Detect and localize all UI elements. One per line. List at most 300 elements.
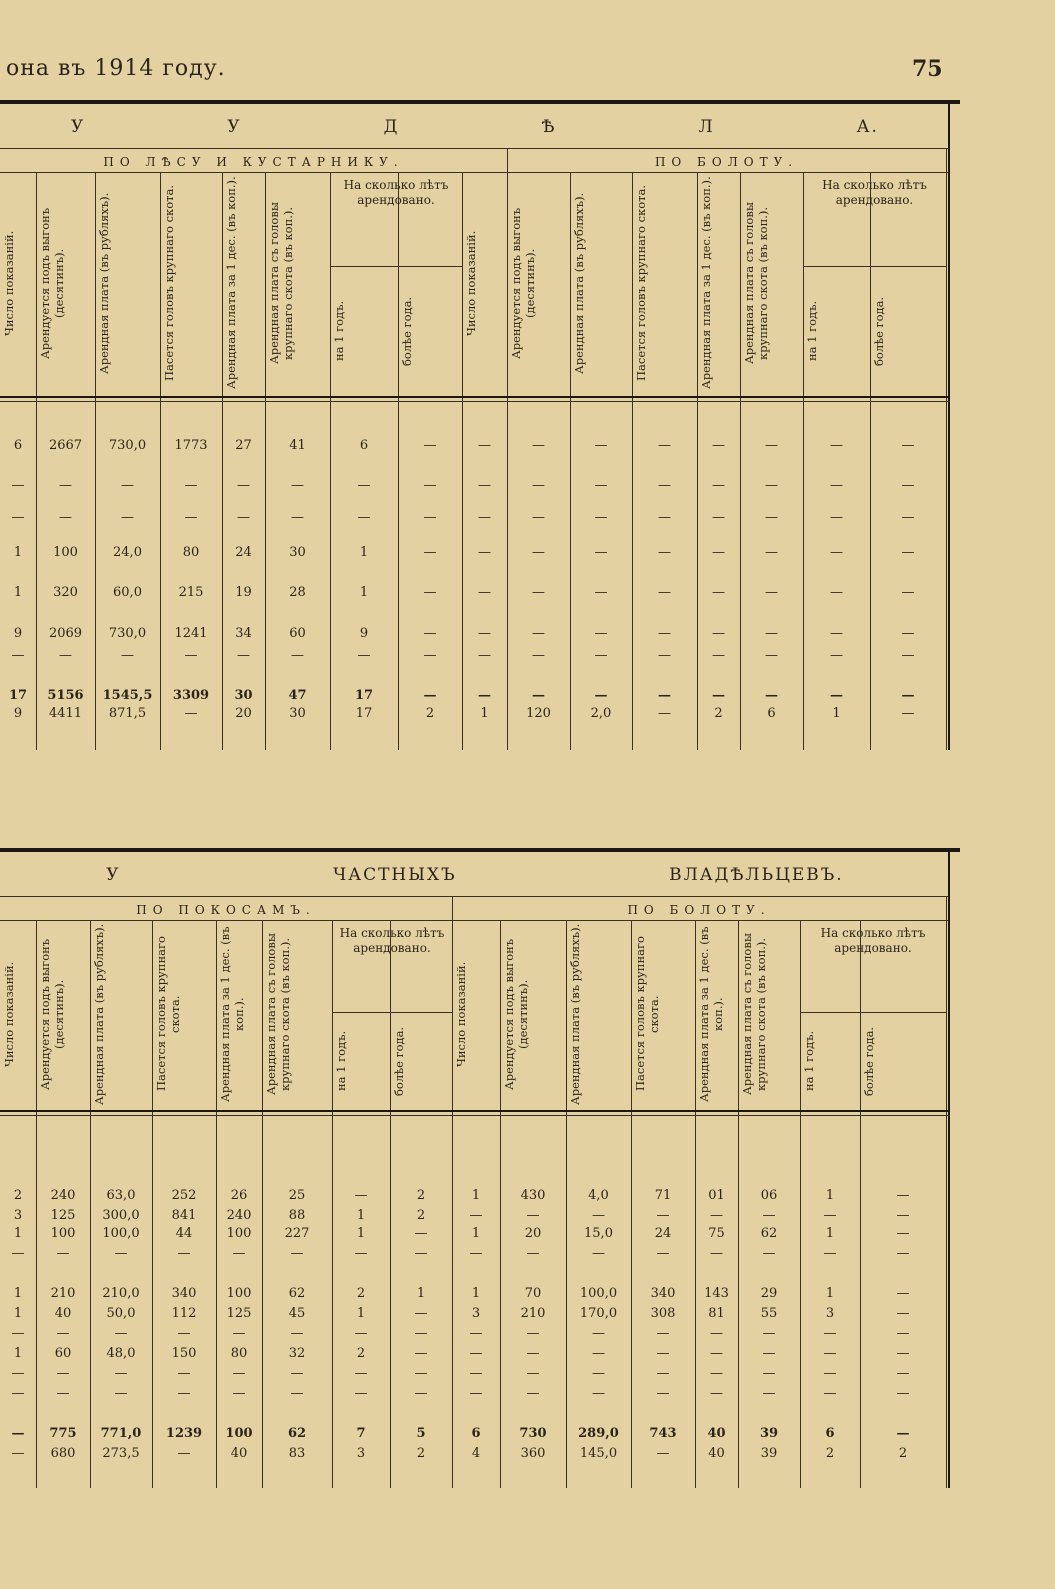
table-cell: — [896, 1286, 910, 1301]
table-cell: — [765, 585, 778, 600]
rule-line [0, 172, 950, 173]
table-cell: — [765, 626, 778, 641]
table-cell: 1239 [165, 1426, 203, 1441]
table-cell: — [526, 1326, 540, 1341]
table-cell: — [423, 688, 437, 703]
column-rule [398, 172, 399, 750]
table-cell: 1 [832, 706, 841, 721]
table-cell: — [762, 1208, 776, 1223]
table-cell: — [526, 1386, 540, 1401]
column-header: Пасется головъ крупнаго скота. [633, 936, 661, 1092]
table-cell: — [710, 1208, 723, 1223]
header-rule [0, 396, 950, 398]
table-cell: — [414, 1346, 428, 1361]
table-cell: 15,0 [584, 1226, 613, 1241]
column-header: Число показаній. [2, 961, 16, 1067]
table-cell: — [710, 1246, 723, 1261]
table-cell: 9 [13, 626, 23, 641]
table-cell: — [830, 478, 843, 493]
table-cell: — [712, 585, 725, 600]
table-cell: 1 [356, 1208, 366, 1223]
table-cell: — [712, 648, 725, 663]
table-cell: 143 [704, 1286, 729, 1301]
table-cell: — [291, 648, 304, 663]
column-rule [332, 920, 333, 1488]
table-cell: 5 [416, 1426, 426, 1441]
table-cell: — [658, 688, 671, 703]
column-rule [36, 920, 37, 1488]
column-rule [90, 920, 91, 1488]
table-cell: 2,0 [590, 706, 612, 721]
table-cell: — [56, 1326, 70, 1341]
column-header: Арендная плата (въ рубляхъ). [572, 192, 586, 374]
table-cell: — [592, 1386, 605, 1401]
table-cell: 32 [288, 1346, 306, 1361]
table-cell: — [290, 1366, 304, 1381]
table-cell: 1 [416, 1286, 426, 1301]
table-cell: 1 [825, 1188, 835, 1203]
title-letter: А. [856, 117, 879, 137]
table-cell: 6 [825, 1426, 835, 1441]
table-cell: — [592, 1366, 605, 1381]
table-cell: 3 [356, 1446, 366, 1461]
table-cell: — [830, 585, 843, 600]
table-cell: — [594, 688, 608, 703]
column-header: Число показаній. [454, 961, 468, 1067]
table-cell: — [901, 688, 915, 703]
column-header: на 1 годъ. [805, 300, 819, 362]
table-cell: — [532, 478, 545, 493]
group-right: ПО БОЛОТУ. [654, 155, 799, 169]
table-cell: 60 [54, 1346, 72, 1361]
table-cell: — [184, 706, 198, 721]
table-cell: 80 [182, 545, 200, 560]
table-cell: — [354, 1366, 368, 1381]
table-cell: 25 [288, 1188, 306, 1203]
table-cell: — [658, 438, 671, 453]
table-cell: 743 [649, 1426, 677, 1441]
table-cell: 2 [714, 706, 723, 721]
table-cell: — [177, 1446, 191, 1461]
top-rule [0, 848, 960, 852]
rule-line [332, 1012, 452, 1013]
title-letter: Л [698, 117, 715, 137]
table-cell: — [237, 478, 250, 493]
table-cell: — [11, 1426, 25, 1441]
table-cell: 17 [8, 688, 28, 703]
table-cell: — [830, 545, 843, 560]
table-cell: — [896, 1208, 910, 1223]
column-group-header: На сколько лѣтъ арендовано. [820, 926, 926, 955]
table-cell: — [656, 1208, 670, 1223]
rule-line [0, 896, 950, 897]
table-cell: 17 [354, 688, 374, 703]
table-cell: 430 [520, 1188, 546, 1203]
table-cell: 28 [289, 585, 306, 600]
table-cell: 210 [50, 1286, 76, 1301]
table-cell: — [59, 510, 72, 525]
table-cell: — [762, 1386, 776, 1401]
table-cell: — [656, 1446, 670, 1461]
table-cell: 1 [825, 1286, 835, 1301]
table-cell: — [423, 478, 437, 493]
table-cell: 2 [356, 1346, 366, 1361]
table-cell: 1 [480, 706, 489, 721]
table-cell: — [594, 626, 608, 641]
table-cell: 24,0 [113, 545, 142, 560]
table-cell: — [823, 1346, 837, 1361]
column-header: на 1 годъ. [802, 1030, 816, 1092]
table-cell: — [56, 1366, 70, 1381]
table-cell: 62 [288, 1286, 306, 1301]
table-cell: 44 [175, 1226, 193, 1241]
table-cell: — [469, 1326, 483, 1341]
table-cell: — [184, 478, 198, 493]
table-cell: — [469, 1366, 483, 1381]
table-cell: 88 [288, 1208, 306, 1223]
table-cell: — [414, 1326, 428, 1341]
table-cell: — [414, 1386, 428, 1401]
table-cell: — [762, 1346, 776, 1361]
table-cell: 1241 [174, 626, 208, 641]
column-rule [390, 920, 391, 1488]
table-cell: — [423, 626, 437, 641]
table-cell: 300,0 [102, 1208, 140, 1223]
column-rule [803, 172, 804, 750]
column-header: Пасется головъ крупнаго скота. [154, 936, 182, 1092]
column-group-header: На сколько лѣтъ арендовано. [822, 178, 927, 207]
table-cell: 240 [226, 1208, 252, 1223]
table-cell: 210 [520, 1306, 546, 1321]
table-cell: — [469, 1208, 483, 1223]
table-cell: — [478, 545, 491, 560]
column-rule [160, 172, 161, 750]
table-cell: 3 [825, 1306, 835, 1321]
table-cell: — [901, 438, 915, 453]
table-cell: 730,0 [108, 626, 147, 641]
table-cell: 20 [235, 706, 252, 721]
table-cell: — [594, 585, 608, 600]
table-cell: — [237, 510, 250, 525]
column-rule [330, 172, 331, 750]
title-letter: Д [383, 117, 400, 137]
table-cell: — [532, 510, 545, 525]
table-cell: — [354, 1386, 368, 1401]
table-cell: — [823, 1366, 837, 1381]
table-cell: — [823, 1208, 837, 1223]
table-cell: 2 [898, 1446, 908, 1461]
table-cell: — [592, 1208, 605, 1223]
column-group-header: На сколько лѣтъ арендовано. [343, 178, 449, 207]
table-cell: — [896, 1188, 910, 1203]
column-rule [695, 920, 696, 1488]
table-cell: 2 [416, 1188, 426, 1203]
table-cell: — [354, 1246, 368, 1261]
title-letter: У [106, 865, 121, 885]
table-cell: — [526, 1246, 540, 1261]
table-cell: — [830, 648, 843, 663]
running-title: она въ 1914 году. [6, 56, 226, 81]
table-cell: 227 [284, 1226, 310, 1241]
table-cell: — [656, 1326, 670, 1341]
table-cell: — [712, 626, 725, 641]
table-cell: 1 [13, 1346, 23, 1361]
table-cell: — [765, 688, 778, 703]
table-cell: — [357, 648, 371, 663]
table-cell: 1 [13, 585, 23, 600]
table-cell: 3 [471, 1306, 481, 1321]
table-cell: 24 [235, 545, 252, 560]
table-cell: — [114, 1246, 128, 1261]
table-cell: 4,0 [588, 1188, 609, 1203]
table-cell: 01 [708, 1188, 725, 1203]
table-cell: 55 [760, 1306, 778, 1321]
table-cell: — [114, 1386, 128, 1401]
table-cell: 83 [288, 1446, 306, 1461]
table-cell: — [594, 648, 608, 663]
table-cell: — [414, 1226, 428, 1241]
column-rule [36, 172, 37, 750]
table-cell: — [11, 648, 25, 663]
table-cell: — [901, 478, 915, 493]
table-cell: 730 [519, 1426, 547, 1441]
table-cell: — [710, 1346, 723, 1361]
table-cell: — [901, 585, 915, 600]
table-cell: — [232, 1326, 246, 1341]
column-header: Арендная плата за 1 дес. (въ коп.). [224, 176, 238, 390]
table-cell: — [656, 1246, 670, 1261]
table-cell: — [56, 1386, 70, 1401]
table-cell: — [901, 510, 915, 525]
table-cell: 210,0 [102, 1286, 140, 1301]
column-rule [216, 920, 217, 1488]
table-cell: — [762, 1246, 776, 1261]
table-cell: 289,0 [578, 1426, 619, 1441]
table-cell: 730,0 [108, 438, 147, 453]
table-cell: — [423, 585, 437, 600]
table-cell: 771,0 [100, 1426, 142, 1441]
column-rule [697, 172, 698, 750]
column-rule [738, 920, 739, 1488]
title-letter: У [227, 117, 242, 137]
column-header: Арендуется подъ выгонъ (десятинъ). [502, 938, 530, 1090]
table-cell: — [896, 1326, 910, 1341]
table-cell: — [114, 1366, 128, 1381]
table-cell: 40 [708, 1446, 725, 1461]
table-cell: 252 [171, 1188, 197, 1203]
table-cell: — [712, 510, 725, 525]
table-cell: — [59, 648, 72, 663]
table-cell: 9 [13, 706, 23, 721]
table-cell: 75 [708, 1226, 725, 1241]
rule-line [0, 401, 950, 402]
column-header: болѣе года. [862, 1026, 876, 1096]
table-cell: 62 [287, 1426, 307, 1441]
column-rule [570, 172, 571, 750]
table-cell: 5156 [47, 688, 84, 703]
table-cell: — [357, 510, 371, 525]
table-cell: — [830, 438, 843, 453]
table-cell: 125 [50, 1208, 76, 1223]
column-rule [95, 172, 96, 750]
table-cell: — [478, 438, 491, 453]
table-cell: — [896, 1426, 910, 1441]
table-cell: — [830, 510, 843, 525]
table-cell: — [232, 1366, 246, 1381]
column-rule [462, 172, 463, 750]
table-cell: 112 [171, 1306, 197, 1321]
table-cell: — [658, 648, 671, 663]
rule-line [0, 920, 950, 921]
table-cell: 6 [13, 438, 23, 453]
table-cell: 70 [524, 1286, 542, 1301]
table-cell: — [184, 510, 198, 525]
table-cell: 06 [760, 1188, 778, 1203]
table-cell: 2 [825, 1446, 835, 1461]
table-cell: — [414, 1366, 428, 1381]
column-header: Арендная плата съ головы крупнаго скота (въ коп.). [740, 933, 768, 1095]
table-cell: — [177, 1246, 191, 1261]
column-rule [800, 920, 801, 1488]
table-cell: — [532, 438, 545, 453]
table-cell: — [658, 510, 671, 525]
column-header: болѣе года. [400, 296, 414, 366]
table-cell: — [291, 478, 304, 493]
table-cell: 9 [359, 626, 369, 641]
table-cell: — [59, 478, 72, 493]
table-cell: 1 [471, 1226, 481, 1241]
table-cell: — [896, 1226, 910, 1241]
table-cell: — [901, 545, 915, 560]
table-cell: — [712, 688, 725, 703]
rule-line [800, 1012, 946, 1013]
column-header: Число показаній. [464, 230, 478, 336]
table-cell: — [762, 1326, 776, 1341]
table-cell: 308 [650, 1306, 676, 1321]
table-cell: 100 [226, 1226, 252, 1241]
table-cell: — [765, 648, 778, 663]
table-cell: — [469, 1246, 483, 1261]
table-cell: — [710, 1386, 723, 1401]
table-cell: 100 [50, 1226, 76, 1241]
table-cell: — [11, 510, 25, 525]
table-cell: — [11, 1246, 25, 1261]
table-cell: 340 [650, 1286, 676, 1301]
table-cell: 63,0 [106, 1188, 136, 1203]
column-header: Арендная плата съ головы крупнаго скота (въ коп.). [264, 933, 292, 1095]
table-cell: 1 [13, 545, 23, 560]
table-cell: — [762, 1366, 776, 1381]
table-cell: — [592, 1326, 605, 1341]
column-rule [631, 920, 632, 1488]
table-cell: — [594, 510, 608, 525]
table-cell: — [901, 706, 915, 721]
column-header: Арендная плата (въ рубляхъ). [97, 192, 111, 374]
table-cell: — [712, 545, 725, 560]
table-cell: 841 [171, 1208, 197, 1223]
table-cell: 775 [49, 1426, 77, 1441]
table-cell: — [526, 1208, 540, 1223]
column-header: Число показаній. [2, 230, 16, 336]
table-cell: — [823, 1326, 837, 1341]
column-rule [870, 172, 871, 750]
table-cell: 1 [359, 585, 369, 600]
table-cell: — [423, 648, 437, 663]
title-letter: Ѣ [541, 117, 557, 137]
table-cell: 40 [230, 1446, 248, 1461]
table-cell: 19 [235, 585, 252, 600]
table-cell: — [656, 1366, 670, 1381]
table-cell: 4411 [48, 706, 83, 721]
table-cell: 3 [13, 1208, 23, 1223]
table-cell: — [56, 1246, 70, 1261]
table-cell: — [823, 1386, 837, 1401]
table-cell: 45 [288, 1306, 306, 1321]
column-header: болѣе года. [872, 296, 886, 366]
table-cell: 6 [471, 1426, 481, 1441]
table-cell: 1 [13, 1226, 23, 1241]
table-cell: — [532, 648, 545, 663]
table-cell: — [712, 438, 725, 453]
table-cell: — [414, 1306, 428, 1321]
table-cell: — [478, 585, 491, 600]
table-cell: — [896, 1386, 910, 1401]
table-cell: — [532, 688, 545, 703]
table-cell: — [656, 1346, 670, 1361]
table-cell: 360 [520, 1446, 546, 1461]
table-cell: — [354, 1326, 368, 1341]
table-cell: — [532, 626, 545, 641]
title-letter: ВЛАДѢЛЬЦЕВЪ. [669, 865, 844, 885]
table-cell: — [765, 478, 778, 493]
table-cell: 20 [524, 1226, 542, 1241]
column-header: на 1 годъ. [332, 300, 346, 362]
table-cell: 47 [288, 688, 307, 703]
table-cell: — [121, 510, 134, 525]
rule-line [803, 266, 946, 267]
table-cell: — [177, 1326, 191, 1341]
table-cell: 2 [13, 1188, 23, 1203]
table-cell: 1 [825, 1226, 835, 1241]
table-cell: 1 [471, 1188, 481, 1203]
table-cell: 80 [230, 1346, 248, 1361]
column-rule [500, 920, 501, 1488]
table-cell: — [823, 1246, 837, 1261]
column-rule [946, 148, 947, 750]
table-cell: — [710, 1326, 723, 1341]
table-cell: — [658, 545, 671, 560]
table-cell: 60 [289, 626, 306, 641]
group-left: ПО ПОКОСАМЪ. [136, 903, 316, 917]
table-cell: — [658, 585, 671, 600]
table-cell: — [290, 1246, 304, 1261]
table-cell: — [594, 478, 608, 493]
title-letter: ЧАСТНЫХЪ [333, 865, 457, 885]
table-cell: 6 [359, 438, 369, 453]
column-header: Арендная плата (въ рубляхъ). [92, 923, 106, 1105]
rule-line [330, 266, 462, 267]
table-cell: — [184, 648, 198, 663]
column-header: Арендная плата съ головы крупнаго скота (въ коп.). [267, 202, 295, 364]
table-cell: 1 [356, 1226, 366, 1241]
table-cell: 26 [230, 1188, 248, 1203]
column-rule [946, 896, 947, 1488]
table-cell: — [423, 510, 437, 525]
table-cell: 81 [708, 1306, 725, 1321]
column-header: Пасется головъ крупнаго скота. [634, 185, 648, 381]
table-cell: 100 [225, 1426, 253, 1441]
table-cell: — [478, 626, 491, 641]
